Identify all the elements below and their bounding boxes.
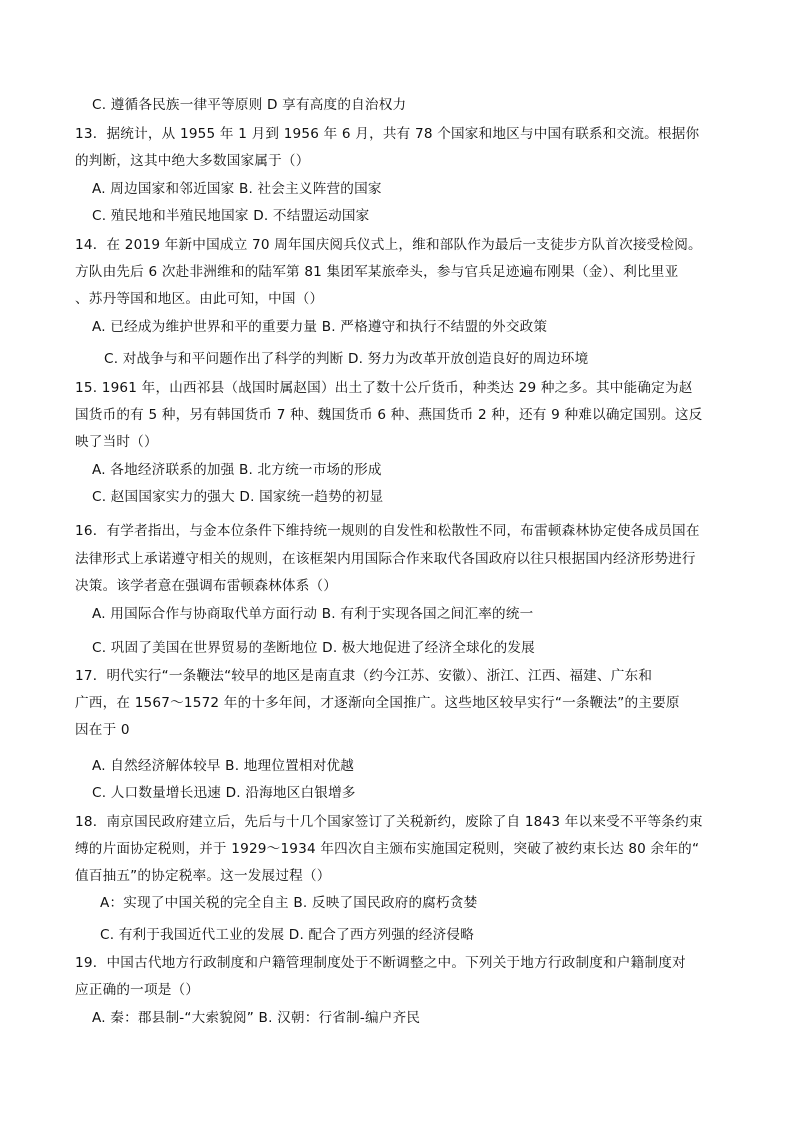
question-16-options-cd: C. 巩固了美国在世界贸易的垄断地位 D. 极大地促进了经济全球化的发展	[92, 640, 535, 656]
question-13-text-cont: 的判断，这其中绝大多数国家属于（）	[75, 153, 310, 169]
question-15-text-cont: 国货币的有 5 种，另有韩国货币 7 种、魏国货币 6 种、燕国货币 2 种，还有 9 种难以确定国别。这反	[75, 407, 703, 423]
question-13-options-ab: A. 周边国家和邻近国家 B. 社会主义阵营的国家	[92, 181, 382, 197]
question-17-text-cont: 广西，在 1567～1572 年的十多年间，才逐渐向全国推广。这些地区较早实行“一条鞭法”的主要原	[75, 695, 680, 711]
question-15-options-cd: C. 赵国国家实力的强大 D. 国家统一趋势的初显	[92, 489, 384, 505]
question-16-text: 16．有学者指出，与金本位条件下维持统一规则的自发性和松散性不同，布雷顿森林协定使各成员国在	[75, 523, 700, 539]
question-14-text: 14．在 2019 年新中国成立 70 周年国庆阅兵仪式上，维和部队作为最后一支徒步方队首次接受检阅。	[75, 237, 702, 253]
question-18-text-cont: 缚的片面协定税则，并于 1929～1934 年四次自主颁布实施国定税则，突破了被约束长达 80 余年的“	[75, 841, 700, 857]
question-17-options-ab: A. 自然经济解体较早 B. 地理位置相对优越	[92, 758, 355, 774]
question-17-text: 17．明代实行“一条鞭法“较早的地区是南直隶（约今江苏、安徽）、浙江、江西、福建、广东和	[75, 668, 653, 684]
option-line: C. 遵循各民族一律平等原则 D 享有高度的自治权力	[92, 97, 407, 113]
question-18-options-cd: C. 有利于我国近代工业的发展 D. 配合了西方列强的经济侵略	[100, 927, 475, 943]
question-16-text-cont: 法律形式上承诺遵守相关的规则，在该框架内用国际合作来取代各国政府以往只根据国内经济形势进行	[75, 551, 696, 567]
question-19-text-cont: 应正确的一项是（）	[75, 982, 200, 998]
question-19-text: 19．中国古代地方行政制度和户籍管理制度处于不断调整之中。下列关于地方行政制度和户籍制度对	[75, 955, 686, 971]
question-15-options-ab: A. 各地经济联系的加强 B. 北方统一市场的形成	[92, 462, 382, 478]
question-14-options-ab: A. 已经成为维护世界和平的重要力量 B. 严格遵守和执行不结盟的外交政策	[92, 319, 548, 335]
question-14-text-cont: 方队由先后 6 次赴非洲维和的陆军第 81 集团军某旅牵头，参与官兵足迹遍布刚果（金）、利比里亚	[75, 264, 679, 280]
question-18-text-cont: 值百抽五”的协定税率。这一发展过程（）	[75, 868, 331, 884]
question-17-text-cont: 因在于 0	[75, 722, 130, 738]
question-13-options-cd: C. 殖民地和半殖民地国家 D. 不结盟运动国家	[92, 208, 370, 224]
question-17-options-cd: C. 人口数量增长迅速 D. 沿海地区白银增多	[92, 785, 356, 801]
question-14-options-cd: C. 对战争与和平问题作出了科学的判断 D. 努力为改革开放创造良好的周边环境	[104, 351, 589, 367]
question-16-text-cont: 决策。该学者意在强调布雷顿森林体系（）	[75, 578, 338, 594]
question-18-options-ab: A：实现了中国关税的完全自主 B. 反映了国民政府的腐朽贪婪	[100, 895, 478, 911]
question-13-text: 13．据统计，从 1955 年 1 月到 1956 年 6 月，共有 78 个国家和地区与中国有联系和交流。根据你	[75, 126, 700, 142]
question-14-text-cont: 、苏丹等国和地区。由此可知，中国（）	[75, 291, 324, 307]
question-18-text: 18．南京国民政府建立后，先后与十几个国家签订了关税新约，废除了自 1843 年以来受不平等条约束	[75, 814, 703, 830]
question-19-options-ab: A. 秦：郡县制-“大索貌阅” B. 汉朝：行省制-编户齐民	[92, 1010, 421, 1026]
question-15-text-cont: 映了当时（）	[75, 434, 158, 450]
question-15-text: 15. 1961 年，山西祁县（战国时属赵国）出土了数十公斤货币，种类达 29 种之多。其中能确定为赵	[75, 380, 693, 396]
question-16-options-ab: A. 用国际合作与协商取代单方面行动 B. 有利于实现各国之间汇率的统一	[92, 606, 534, 622]
